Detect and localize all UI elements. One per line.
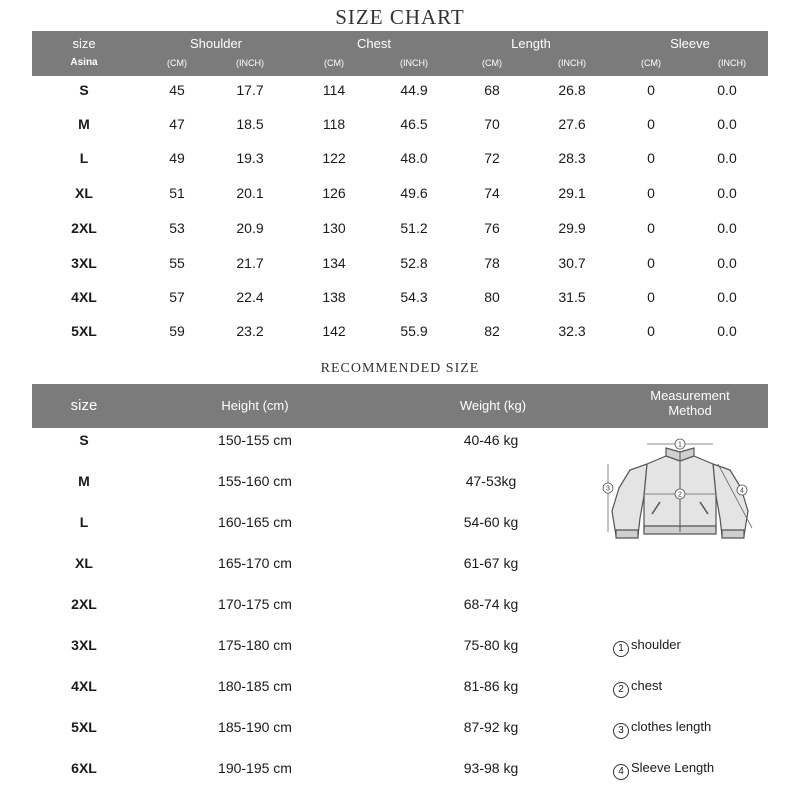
height-cell: 170-175 cm [218, 596, 292, 612]
rec-header-method: Measurement Method [650, 388, 730, 418]
height-cell: 165-170 cm [218, 555, 292, 571]
size-chart-cell: 47 [169, 116, 185, 132]
size-chart-cell: 0.0 [717, 116, 737, 132]
rec-header-size: size [70, 397, 98, 414]
size-chart-cell: 26.8 [558, 82, 586, 98]
circled-number: 1 [613, 641, 629, 657]
size-chart-cell: 51 [169, 185, 185, 201]
size-chart-cell: 28.3 [558, 150, 586, 166]
size-chart-cell: 0 [647, 185, 655, 201]
jacket-right-sleeve [713, 464, 748, 536]
size-chart-cell: 138 [322, 289, 346, 305]
size-chart-cell: 18.5 [236, 116, 264, 132]
recommended-size-title: RECOMMENDED SIZE [320, 361, 480, 376]
weight-cell: 75-80 kg [463, 637, 519, 653]
circled-number: 4 [613, 764, 629, 780]
weight-cell: 68-74 kg [463, 596, 519, 612]
size-chart-cell: 0.0 [717, 82, 737, 98]
size-chart-cell: 57 [169, 289, 185, 305]
height-cell: 190-195 cm [218, 760, 292, 776]
size-chart-cell: 17.7 [236, 82, 264, 98]
header-unit: (INCH) [718, 58, 746, 68]
size-chart-cell: 20.1 [236, 185, 264, 201]
size-chart-cell: 48.0 [400, 150, 428, 166]
weight-cell: 93-98 kg [463, 760, 519, 776]
marker-3-label: 3 [606, 485, 610, 493]
height-cell: 155-160 cm [218, 473, 292, 489]
size-chart-cell: 122 [322, 150, 346, 166]
size-chart-cell: 68 [484, 82, 500, 98]
weight-cell: 54-60 kg [463, 514, 519, 530]
size-chart-cell: 0.0 [717, 255, 737, 271]
size-chart-cell: 0.0 [717, 220, 737, 236]
row-size-label: L [79, 150, 89, 166]
size-chart-cell: 53 [169, 220, 185, 236]
height-cell: 160-165 cm [218, 514, 292, 530]
jacket-left-sleeve [612, 464, 647, 536]
recommended-header [32, 384, 768, 428]
header-unit: (INCH) [400, 58, 428, 68]
size-chart-cell: 30.7 [558, 255, 586, 271]
row-size-label: M [78, 473, 90, 489]
size-chart-cell: 44.9 [400, 82, 428, 98]
weight-cell: 47-53kg [465, 473, 517, 489]
measurement-item [613, 637, 681, 657]
size-chart-cell: 0.0 [717, 185, 737, 201]
size-chart-cell: 45 [169, 82, 185, 98]
marker-1-label: 1 [678, 441, 682, 449]
header-unit: (CM) [167, 58, 187, 68]
row-size-label: 5XL [71, 719, 97, 735]
header-unit: (CM) [641, 58, 661, 68]
size-chart-cell: 27.6 [558, 116, 586, 132]
size-chart-cell: 70 [484, 116, 500, 132]
weight-cell: 81-86 kg [463, 678, 519, 694]
size-chart-cell: 46.5 [400, 116, 428, 132]
size-chart-title: SIZE CHART [335, 5, 465, 29]
header-unit: (CM) [482, 58, 502, 68]
measurement-label: chest [631, 678, 663, 693]
size-chart-cell: 0 [647, 116, 655, 132]
row-size-label: 6XL [71, 760, 97, 776]
circled-number: 2 [613, 682, 629, 698]
row-size-label: M [78, 116, 90, 132]
measurement-label: Sleeve Length [631, 760, 715, 775]
header-group-chest: Chest [357, 36, 391, 51]
row-size-label: XL [75, 555, 93, 571]
height-cell: 175-180 cm [218, 637, 292, 653]
size-chart-cell: 0.0 [717, 289, 737, 305]
height-cell: 180-185 cm [218, 678, 292, 694]
size-chart-cell: 52.8 [400, 255, 428, 271]
row-size-label: 5XL [71, 323, 97, 339]
measurement-label: clothes length [631, 719, 712, 734]
size-chart-cell: 54.3 [400, 289, 428, 305]
size-chart-cell: 59 [169, 323, 185, 339]
size-chart-cell: 78 [484, 255, 500, 271]
size-chart-cell: 29.9 [558, 220, 586, 236]
size-chart-cell: 114 [322, 82, 346, 98]
measurement-item [613, 719, 711, 739]
size-chart-cell: 134 [322, 255, 346, 271]
weight-cell: 61-67 kg [463, 555, 519, 571]
jacket-measurement-diagram [600, 436, 755, 546]
weight-cell: 87-92 kg [463, 719, 519, 735]
size-chart-cell: 0 [647, 82, 655, 98]
size-chart-cell: 55 [169, 255, 185, 271]
header-size-label: size [72, 36, 96, 51]
size-chart-cell: 0 [647, 150, 655, 166]
size-chart-cell: 31.5 [558, 289, 586, 305]
size-chart-cell: 19.3 [236, 150, 264, 166]
size-chart-cell: 72 [484, 150, 500, 166]
circled-number: 3 [613, 723, 629, 739]
header-group-sleeve: Sleeve [670, 36, 710, 51]
row-size-label: 2XL [71, 220, 97, 236]
size-chart-cell: 142 [322, 323, 346, 339]
size-chart-cell: 51.2 [400, 220, 428, 236]
measurement-item [613, 678, 662, 698]
row-size-label: 3XL [71, 255, 97, 271]
size-chart-cell: 0 [647, 255, 655, 271]
row-size-label: 3XL [71, 637, 97, 653]
size-chart-cell: 49 [169, 150, 185, 166]
header-group-shoulder: Shoulder [189, 36, 243, 51]
header-unit: (CM) [324, 58, 344, 68]
size-chart-cell: 22.4 [236, 289, 264, 305]
measurement-label: shoulder [631, 637, 681, 652]
size-chart-cell: 80 [484, 289, 500, 305]
size-chart-cell: 32.3 [558, 323, 586, 339]
marker-4-label: 4 [740, 487, 744, 495]
row-size-label: XL [75, 185, 93, 201]
measurement-item [613, 760, 714, 780]
size-chart-cell: 74 [484, 185, 500, 201]
size-chart-cell: 0 [647, 220, 655, 236]
size-chart-cell: 0 [647, 289, 655, 305]
size-chart-cell: 0.0 [717, 150, 737, 166]
marker-2-label: 2 [678, 491, 682, 499]
size-chart-cell: 118 [322, 116, 346, 132]
row-size-label: 4XL [71, 289, 97, 305]
row-size-label: S [79, 82, 89, 98]
size-chart-cell: 0 [647, 323, 655, 339]
row-size-label: 2XL [71, 596, 97, 612]
jacket-right-cuff [722, 530, 744, 538]
header-unit: (INCH) [236, 58, 264, 68]
header-unit: (INCH) [558, 58, 586, 68]
size-chart-cell: 23.2 [236, 323, 264, 339]
size-chart-cell: 49.6 [400, 185, 428, 201]
size-chart-cell: 82 [484, 323, 500, 339]
size-chart-header [32, 31, 768, 76]
size-chart-cell: 126 [322, 185, 346, 201]
size-chart-cell: 29.1 [558, 185, 586, 201]
size-chart-cell: 0.0 [717, 323, 737, 339]
header-asina-label: Asina [70, 57, 98, 68]
row-size-label: 4XL [71, 678, 97, 694]
jacket-left-cuff [616, 530, 638, 538]
header-group-length: Length [511, 36, 551, 51]
size-chart-cell: 76 [484, 220, 500, 236]
rec-header-height: Height (cm) [221, 398, 289, 413]
rec-header-weight: Weight (kg) [459, 398, 527, 413]
size-chart-cell: 21.7 [236, 255, 264, 271]
row-size-label: L [79, 514, 89, 530]
height-cell: 185-190 cm [218, 719, 292, 735]
height-cell: 150-155 cm [218, 432, 292, 448]
size-chart-cell: 55.9 [400, 323, 428, 339]
size-chart-cell: 130 [322, 220, 346, 236]
weight-cell: 40-46 kg [463, 432, 519, 448]
size-chart-cell: 20.9 [236, 220, 264, 236]
row-size-label: S [79, 432, 89, 448]
